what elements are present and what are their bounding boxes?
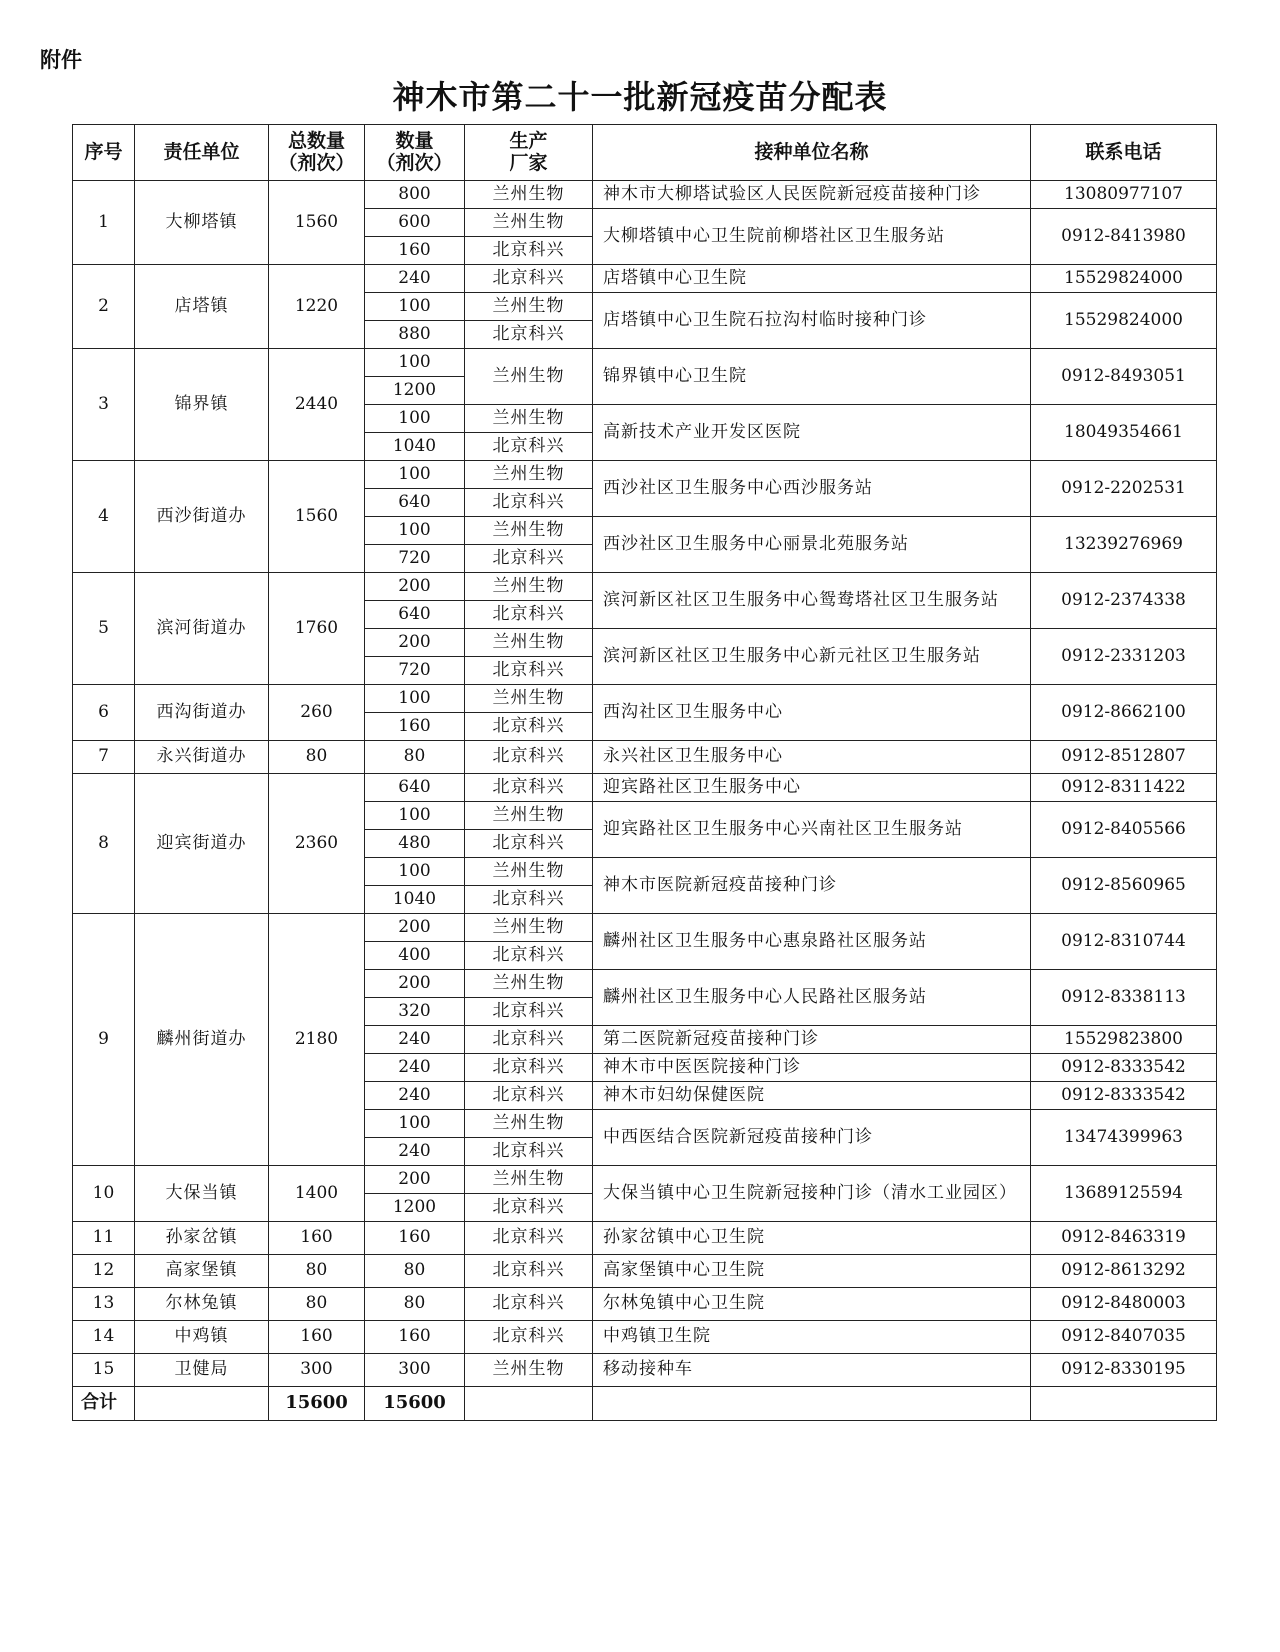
site-cell: 神木市大柳塔试验区人民医院新冠疫苗接种门诊 <box>593 181 1031 209</box>
qty-cell: 240 <box>365 1054 465 1082</box>
qty-cell: 1040 <box>365 433 465 461</box>
manufacturer-cell: 北京科兴 <box>465 1082 593 1110</box>
qty-cell: 160 <box>365 1321 465 1354</box>
header-unit: 责任单位 <box>135 125 269 181</box>
phone-cell: 0912-8463319 <box>1031 1222 1217 1255</box>
manufacturer-cell: 北京科兴 <box>465 1138 593 1166</box>
phone-cell: 0912-8560965 <box>1031 858 1217 914</box>
page-title: 神木市第二十一批新冠疫苗分配表 <box>392 78 888 116</box>
qty-cell: 80 <box>365 1255 465 1288</box>
site-cell: 西沙社区卫生服务中心丽景北苑服务站 <box>593 517 1031 573</box>
table-row <box>73 685 1217 713</box>
seq-cell: 6 <box>73 685 135 741</box>
unit-cell: 滨河街道办 <box>135 573 269 685</box>
manufacturer-cell: 兰州生物 <box>465 293 593 321</box>
manufacturer-cell: 北京科兴 <box>465 1255 593 1288</box>
manufacturer-cell: 北京科兴 <box>465 1288 593 1321</box>
site-cell: 神木市妇幼保健医院 <box>593 1082 1031 1110</box>
phone-cell: 0912-2331203 <box>1031 629 1217 685</box>
qty-cell: 80 <box>365 741 465 774</box>
qty-cell: 100 <box>365 685 465 713</box>
phone-cell: 0912-8333542 <box>1031 1054 1217 1082</box>
manufacturer-cell: 兰州生物 <box>465 1354 593 1387</box>
total-qty-cell: 80 <box>269 1255 365 1288</box>
table-row <box>73 349 1217 377</box>
total-qty-cell: 80 <box>269 1288 365 1321</box>
manufacturer-cell: 北京科兴 <box>465 998 593 1026</box>
phone-cell: 0912-8493051 <box>1031 349 1217 405</box>
header-seq: 序号 <box>73 125 135 181</box>
phone-cell: 15529824000 <box>1031 293 1217 349</box>
manufacturer-cell: 兰州生物 <box>465 573 593 601</box>
phone-cell: 0912-8330195 <box>1031 1354 1217 1387</box>
qty-cell: 1200 <box>365 377 465 405</box>
unit-cell: 中鸡镇 <box>135 1321 269 1354</box>
table-row <box>73 1255 1217 1288</box>
qty-cell: 800 <box>365 181 465 209</box>
total-qty-cell: 1400 <box>269 1166 365 1222</box>
table-row <box>73 1222 1217 1255</box>
qty-cell: 480 <box>365 830 465 858</box>
header-manufacturer <box>465 125 593 181</box>
site-cell: 大保当镇中心卫生院新冠接种门诊（清水工业园区） <box>593 1166 1031 1222</box>
site-cell: 西沟社区卫生服务中心 <box>593 685 1031 741</box>
qty-cell: 100 <box>365 1110 465 1138</box>
unit-cell: 尔林兔镇 <box>135 1288 269 1321</box>
qty-cell: 160 <box>365 1222 465 1255</box>
table-row <box>73 1321 1217 1354</box>
total-qty-cell: 1220 <box>269 265 365 349</box>
total-qty-cell: 160 <box>269 1321 365 1354</box>
total-empty-unit <box>135 1387 269 1421</box>
seq-cell: 5 <box>73 573 135 685</box>
qty-cell: 200 <box>365 629 465 657</box>
total-empty-mfr <box>465 1387 593 1421</box>
qty-cell: 200 <box>365 573 465 601</box>
phone-cell: 0912-8613292 <box>1031 1255 1217 1288</box>
table-row <box>73 914 1217 942</box>
manufacturer-cell: 北京科兴 <box>465 321 593 349</box>
manufacturer-cell: 北京科兴 <box>465 237 593 265</box>
site-cell: 店塔镇中心卫生院 <box>593 265 1031 293</box>
phone-cell: 0912-8512807 <box>1031 741 1217 774</box>
qty-cell: 1040 <box>365 886 465 914</box>
phone-cell: 0912-8310744 <box>1031 914 1217 970</box>
qty-cell: 200 <box>365 914 465 942</box>
phone-cell: 0912-8311422 <box>1031 774 1217 802</box>
seq-cell: 12 <box>73 1255 135 1288</box>
unit-cell: 大柳塔镇 <box>135 181 269 265</box>
header-total-qty-line1: 总数量 <box>287 129 345 152</box>
manufacturer-cell: 北京科兴 <box>465 774 593 802</box>
manufacturer-cell: 北京科兴 <box>465 1222 593 1255</box>
manufacturer-cell: 兰州生物 <box>465 802 593 830</box>
qty-cell: 880 <box>365 321 465 349</box>
manufacturer-cell: 兰州生物 <box>465 858 593 886</box>
table-row <box>73 774 1217 802</box>
site-cell: 永兴社区卫生服务中心 <box>593 741 1031 774</box>
total-qty-cell: 80 <box>269 741 365 774</box>
site-cell: 高新技术产业开发区医院 <box>593 405 1031 461</box>
site-cell: 第二医院新冠疫苗接种门诊 <box>593 1026 1031 1054</box>
phone-cell: 15529823800 <box>1031 1026 1217 1054</box>
manufacturer-cell: 北京科兴 <box>465 657 593 685</box>
attachment-label: 附件 <box>40 48 82 72</box>
seq-cell: 2 <box>73 265 135 349</box>
site-cell: 迎宾路社区卫生服务中心兴南社区卫生服务站 <box>593 802 1031 858</box>
qty-cell: 100 <box>365 517 465 545</box>
manufacturer-cell: 北京科兴 <box>465 545 593 573</box>
seq-cell: 11 <box>73 1222 135 1255</box>
manufacturer-cell: 兰州生物 <box>465 349 593 405</box>
qty-cell: 640 <box>365 774 465 802</box>
phone-cell: 0912-8662100 <box>1031 685 1217 741</box>
site-cell: 尔林兔镇中心卫生院 <box>593 1288 1031 1321</box>
phone-cell: 13239276969 <box>1031 517 1217 573</box>
manufacturer-cell: 兰州生物 <box>465 914 593 942</box>
site-cell: 店塔镇中心卫生院石拉沟村临时接种门诊 <box>593 293 1031 349</box>
qty-cell: 100 <box>365 461 465 489</box>
qty-cell: 600 <box>365 209 465 237</box>
unit-cell: 永兴街道办 <box>135 741 269 774</box>
seq-cell: 13 <box>73 1288 135 1321</box>
site-cell: 滨河新区社区卫生服务中心鸳鸯塔社区卫生服务站 <box>593 573 1031 629</box>
phone-cell: 18049354661 <box>1031 405 1217 461</box>
phone-cell: 0912-8480003 <box>1031 1288 1217 1321</box>
qty-cell: 400 <box>365 942 465 970</box>
site-cell: 西沙社区卫生服务中心西沙服务站 <box>593 461 1031 517</box>
manufacturer-cell: 北京科兴 <box>465 489 593 517</box>
site-cell: 迎宾路社区卫生服务中心 <box>593 774 1031 802</box>
seq-cell: 15 <box>73 1354 135 1387</box>
qty-cell: 240 <box>365 1026 465 1054</box>
seq-cell: 4 <box>73 461 135 573</box>
phone-cell: 0912-8333542 <box>1031 1082 1217 1110</box>
manufacturer-cell: 兰州生物 <box>465 685 593 713</box>
unit-cell: 孙家岔镇 <box>135 1222 269 1255</box>
phone-cell: 0912-2374338 <box>1031 573 1217 629</box>
allocation-table <box>72 124 1217 1421</box>
unit-cell: 大保当镇 <box>135 1166 269 1222</box>
site-cell: 移动接种车 <box>593 1354 1031 1387</box>
table-row <box>73 1288 1217 1321</box>
unit-cell: 西沟街道办 <box>135 685 269 741</box>
total-qty-cell: 260 <box>269 685 365 741</box>
seq-cell: 3 <box>73 349 135 461</box>
manufacturer-cell: 兰州生物 <box>465 629 593 657</box>
table-row <box>73 741 1217 774</box>
site-cell: 麟州社区卫生服务中心人民路社区服务站 <box>593 970 1031 1026</box>
table-row <box>73 265 1217 293</box>
header-manufacturer-line1: 生产 <box>509 129 548 152</box>
table-row <box>73 573 1217 601</box>
manufacturer-cell: 北京科兴 <box>465 1054 593 1082</box>
total-qty-cell: 2440 <box>269 349 365 461</box>
total-qty-cell: 300 <box>269 1354 365 1387</box>
phone-cell: 15529824000 <box>1031 265 1217 293</box>
site-cell: 滨河新区社区卫生服务中心新元社区卫生服务站 <box>593 629 1031 685</box>
phone-cell: 0912-8338113 <box>1031 970 1217 1026</box>
manufacturer-cell: 兰州生物 <box>465 181 593 209</box>
qty-cell: 240 <box>365 1082 465 1110</box>
qty-cell: 100 <box>365 858 465 886</box>
site-cell: 麟州社区卫生服务中心惠泉路社区服务站 <box>593 914 1031 970</box>
site-cell: 神木市医院新冠疫苗接种门诊 <box>593 858 1031 914</box>
header-site: 接种单位名称 <box>593 125 1031 181</box>
qty-cell: 240 <box>365 265 465 293</box>
manufacturer-cell: 兰州生物 <box>465 209 593 237</box>
manufacturer-cell: 北京科兴 <box>465 433 593 461</box>
manufacturer-cell: 兰州生物 <box>465 1166 593 1194</box>
total-qty-cell: 1560 <box>269 461 365 573</box>
total-qty: 15600 <box>365 1387 465 1421</box>
table-row <box>73 1166 1217 1194</box>
seq-cell: 7 <box>73 741 135 774</box>
unit-cell: 迎宾街道办 <box>135 774 269 914</box>
manufacturer-cell: 北京科兴 <box>465 886 593 914</box>
total-empty-site <box>593 1387 1031 1421</box>
qty-cell: 1200 <box>365 1194 465 1222</box>
unit-cell: 麟州街道办 <box>135 914 269 1166</box>
seq-cell: 9 <box>73 914 135 1166</box>
total-row <box>73 1387 1217 1421</box>
total-label: 合计 <box>73 1387 135 1421</box>
header-qty-line2: （剂次） <box>376 151 453 174</box>
manufacturer-cell: 北京科兴 <box>465 1026 593 1054</box>
site-cell: 中鸡镇卫生院 <box>593 1321 1031 1354</box>
seq-cell: 10 <box>73 1166 135 1222</box>
qty-cell: 300 <box>365 1354 465 1387</box>
qty-cell: 200 <box>365 970 465 998</box>
site-cell: 神木市中医医院接种门诊 <box>593 1054 1031 1082</box>
manufacturer-cell: 兰州生物 <box>465 517 593 545</box>
unit-cell: 锦界镇 <box>135 349 269 461</box>
qty-cell: 160 <box>365 713 465 741</box>
table-row <box>73 461 1217 489</box>
seq-cell: 8 <box>73 774 135 914</box>
manufacturer-cell: 北京科兴 <box>465 1321 593 1354</box>
qty-cell: 100 <box>365 349 465 377</box>
phone-cell: 13689125594 <box>1031 1166 1217 1222</box>
header-manufacturer-line2: 厂家 <box>509 151 548 174</box>
header-row <box>73 125 1217 181</box>
unit-cell: 卫健局 <box>135 1354 269 1387</box>
phone-cell: 0912-8407035 <box>1031 1321 1217 1354</box>
header-total-qty <box>269 125 365 181</box>
unit-cell: 西沙街道办 <box>135 461 269 573</box>
manufacturer-cell: 兰州生物 <box>465 461 593 489</box>
site-cell: 高家堡镇中心卫生院 <box>593 1255 1031 1288</box>
table-row <box>73 181 1217 209</box>
total-qty-cell: 160 <box>269 1222 365 1255</box>
total-empty-phone <box>1031 1387 1217 1421</box>
site-cell: 孙家岔镇中心卫生院 <box>593 1222 1031 1255</box>
manufacturer-cell: 北京科兴 <box>465 830 593 858</box>
phone-cell: 13080977107 <box>1031 181 1217 209</box>
site-cell: 中西医结合医院新冠疫苗接种门诊 <box>593 1110 1031 1166</box>
manufacturer-cell: 北京科兴 <box>465 713 593 741</box>
unit-cell: 店塔镇 <box>135 265 269 349</box>
qty-cell: 80 <box>365 1288 465 1321</box>
manufacturer-cell: 兰州生物 <box>465 1110 593 1138</box>
table-row <box>73 1354 1217 1387</box>
header-phone: 联系电话 <box>1031 125 1217 181</box>
total-qty-cell: 2180 <box>269 914 365 1166</box>
site-cell: 锦界镇中心卫生院 <box>593 349 1031 405</box>
phone-cell: 0912-8405566 <box>1031 802 1217 858</box>
manufacturer-cell: 北京科兴 <box>465 601 593 629</box>
manufacturer-cell: 北京科兴 <box>465 1194 593 1222</box>
total-qty-cell: 1760 <box>269 573 365 685</box>
qty-cell: 720 <box>365 545 465 573</box>
manufacturer-cell: 北京科兴 <box>465 741 593 774</box>
header-qty-line1: 数量 <box>395 129 434 152</box>
phone-cell: 13474399963 <box>1031 1110 1217 1166</box>
total-qty-cell: 2360 <box>269 774 365 914</box>
phone-cell: 0912-2202531 <box>1031 461 1217 517</box>
manufacturer-cell: 北京科兴 <box>465 942 593 970</box>
qty-cell: 160 <box>365 237 465 265</box>
unit-cell: 高家堡镇 <box>135 1255 269 1288</box>
manufacturer-cell: 北京科兴 <box>465 265 593 293</box>
qty-cell: 640 <box>365 489 465 517</box>
qty-cell: 100 <box>365 293 465 321</box>
header-qty <box>365 125 465 181</box>
qty-cell: 200 <box>365 1166 465 1194</box>
total-total-qty: 15600 <box>269 1387 365 1421</box>
phone-cell: 0912-8413980 <box>1031 209 1217 265</box>
manufacturer-cell: 兰州生物 <box>465 405 593 433</box>
total-qty-cell: 1560 <box>269 181 365 265</box>
table-body <box>73 181 1217 1387</box>
header-total-qty-line2: （剂次） <box>278 151 355 174</box>
qty-cell: 100 <box>365 405 465 433</box>
site-cell: 大柳塔镇中心卫生院前柳塔社区卫生服务站 <box>593 209 1031 265</box>
qty-cell: 640 <box>365 601 465 629</box>
qty-cell: 100 <box>365 802 465 830</box>
qty-cell: 240 <box>365 1138 465 1166</box>
qty-cell: 320 <box>365 998 465 1026</box>
seq-cell: 1 <box>73 181 135 265</box>
seq-cell: 14 <box>73 1321 135 1354</box>
qty-cell: 720 <box>365 657 465 685</box>
manufacturer-cell: 兰州生物 <box>465 970 593 998</box>
